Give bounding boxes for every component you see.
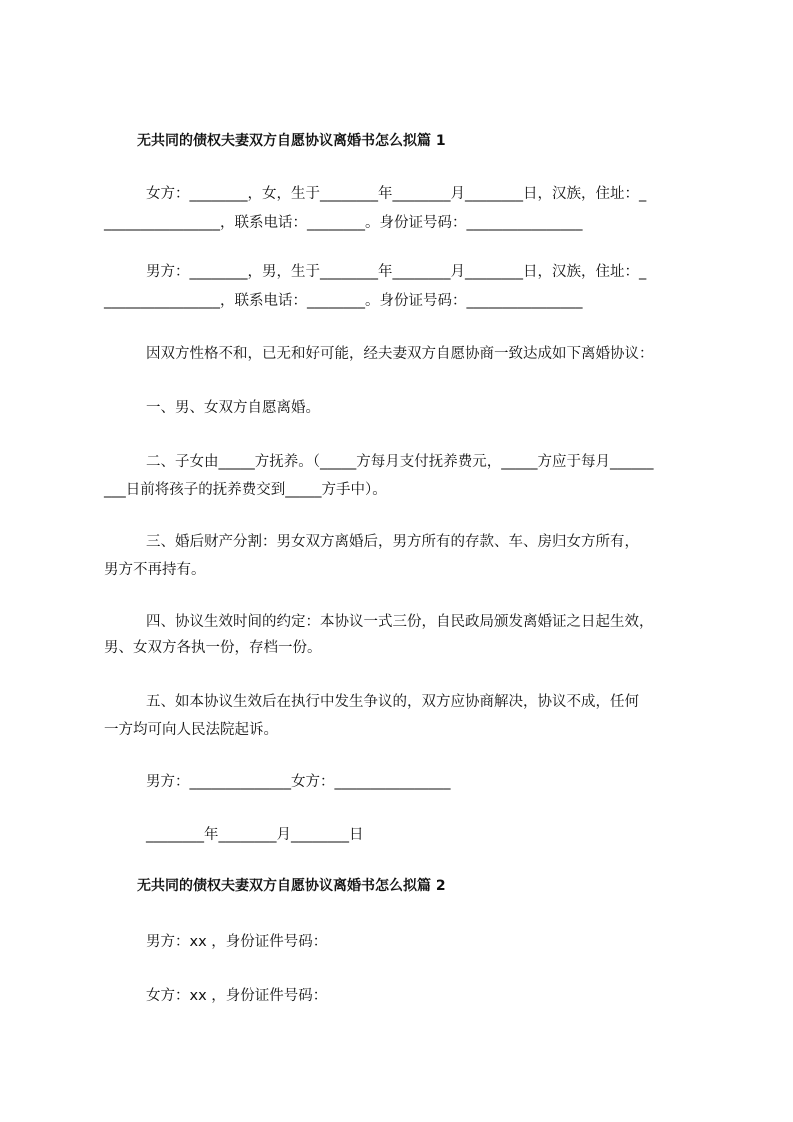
clause-1: 一、男、女双方自愿离婚。 — [146, 400, 320, 416]
clause-2-line-2: ___日前将孩子的抚养费交到_____方手中）。 — [104, 482, 387, 498]
section-2-female-party: 女方：xx ，身份证件号码： — [146, 988, 328, 1004]
clause-3-line-1: 三、婚后财产分割：男女双方离婚后，男方所有的存款、车、房归女方所有， — [146, 534, 639, 550]
clause-5-line-2: 一方均可向人民法院起诉。 — [104, 722, 278, 738]
female-party-line-1: 女方：________，女，生于________年________月________日，汉族，住址：_ — [146, 186, 647, 202]
clause-2-line-1: 二、子女由_____方抚养。（_____方每月支付抚养费元，_____方应于每月______ — [146, 454, 654, 470]
intro-paragraph: 因双方性格不和，已无和好可能，经夫妻双方自愿协商一致达成如下离婚协议： — [146, 346, 654, 362]
female-party-line-2: ________________，联系电话：________。身份证号码：________________ — [104, 215, 583, 231]
clause-4-line-1: 四、协议生效时间的约定：本协议一式三份，自民政局颁发离婚证之日起生效， — [146, 614, 654, 630]
section-2-male-party: 男方：xx ，身份证件号码： — [146, 934, 328, 950]
section-2-title: 无共同的债权夫妻双方自愿协议离婚书怎么拟篇 2 — [137, 878, 446, 894]
clause-3-line-2: 男方不再持有。 — [104, 562, 206, 578]
clause-4-line-2: 男、女双方各执一份，存档一份。 — [104, 640, 322, 656]
clause-5-line-1: 五、如本协议生效后在执行中发生争议的，双方应协商解决，协议不成，任何 — [146, 694, 639, 710]
signature-line: 男方：______________女方：________________ — [146, 774, 451, 790]
male-party-line-1: 男方：________，男，生于________年________月________日，汉族，住址：_ — [146, 264, 647, 280]
section-1-title: 无共同的债权夫妻双方自愿协议离婚书怎么拟篇 1 — [137, 133, 446, 149]
date-line: ________年________月________日 — [146, 827, 364, 843]
male-party-line-2: ________________，联系电话：________。身份证号码：________________ — [104, 293, 583, 309]
